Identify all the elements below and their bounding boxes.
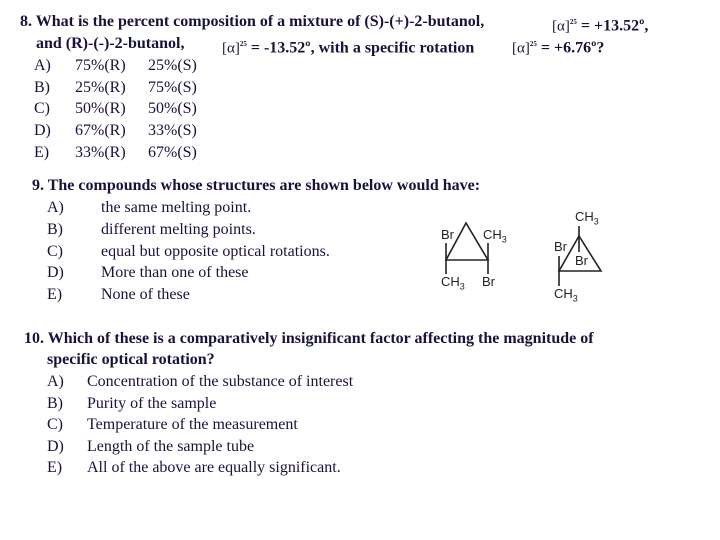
option-text: Length of the sample tube (87, 437, 255, 455)
option-letter: E) (47, 459, 63, 477)
option-text: equal but opposite optical rotations. (101, 242, 330, 260)
option-s-percent: 50%(S) (148, 100, 197, 118)
option-text: Concentration of the substance of interest (87, 373, 354, 390)
option-r-percent: 33%(R) (75, 143, 126, 161)
q10-stem-line2: specific optical rotation? (47, 351, 215, 368)
option-text: None of these (101, 286, 190, 304)
option-r-percent: 67%(R) (75, 122, 126, 140)
option-letter: A) (47, 199, 64, 216)
option-letter: B) (47, 220, 63, 238)
option-letter: B) (34, 78, 50, 96)
option-letter: B) (47, 394, 63, 412)
option-s-percent: 33%(S) (148, 122, 197, 140)
option-r-percent: 25%(R) (75, 78, 126, 96)
label-br: Br (482, 274, 495, 289)
q8-stem-line2: and (R)-(-)-2-butanol, (36, 35, 185, 52)
option-text: Temperature of the measurement (87, 416, 298, 434)
option-text: All of the above are equally significant. (87, 459, 341, 477)
option-letter: D) (47, 437, 64, 455)
option-text: different melting points. (101, 220, 256, 238)
q8-stem-line1: 8. What is the percent composition of a mixture of (S)-(+)-2-butanol, (20, 13, 485, 30)
specific-rotation-r: $[\alpha]^{25}$ = -13.52º, with a specific rotation (222, 39, 475, 57)
label-ch3: $CH_3$ (575, 209, 599, 227)
specific-rotation-mixture: $[\alpha]^{25}$ = +6.76º? (512, 39, 605, 57)
label-ch3: $CH_3$ (441, 274, 465, 292)
label-br: Br (575, 253, 588, 268)
option-letter: C) (34, 100, 50, 118)
option-text: Purity of the sample (87, 394, 217, 412)
option-s-percent: 75%(S) (148, 78, 197, 96)
option-letter: E) (47, 286, 63, 304)
option-r-percent: 75%(R) (75, 57, 126, 74)
option-s-percent: 67%(S) (148, 143, 197, 161)
option-letter: E) (34, 143, 50, 161)
label-br: Br (554, 239, 567, 254)
option-r-percent: 50%(R) (75, 100, 126, 118)
label-ch3: $CH_3$ (483, 227, 507, 245)
option-letter: D) (47, 264, 64, 282)
option-text: the same melting point. (101, 199, 252, 216)
option-text: More than one of these (101, 264, 249, 282)
option-letter: C) (47, 416, 63, 434)
option-letter: A) (34, 57, 51, 74)
label-br: Br (441, 227, 454, 242)
option-letter: A) (47, 373, 64, 390)
specific-rotation-s: $[\alpha]^{25}$ = +13.52º, (552, 17, 649, 35)
option-letter: D) (34, 122, 51, 140)
option-s-percent: 25%(S) (148, 57, 197, 74)
q10-stem-line1: 10. Which of these is a comparatively insignificant factor affecting the magnitude of (24, 330, 594, 347)
label-ch3: $CH_3$ (554, 286, 578, 304)
option-letter: C) (47, 242, 63, 260)
q9-stem: 9. The compounds whose structures are shown below would have: (32, 177, 481, 194)
